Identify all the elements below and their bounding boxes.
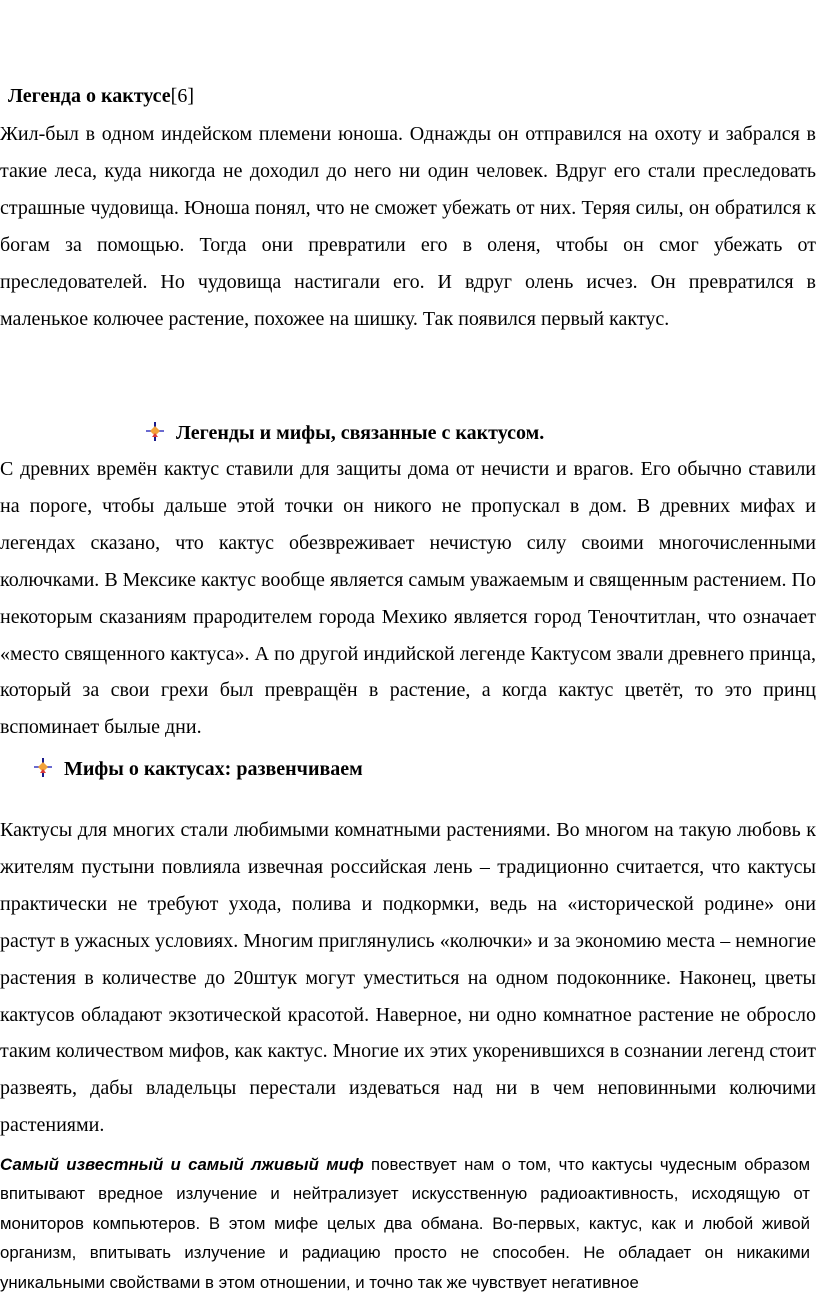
legend-paragraph: Жил-был в одном индейском племени юноша. Однажды он отправился на охоту и забрался в такие леса, куда никогда не доходил до него ни один человек. Вдруг его стали преследовать страшные чудовища. Юноша понял, что не сможет убежать от них. Теряя силы, он обратился к богам за помощью. Тогда они превратили его в оленя, чтобы он смог убежать от преследователей. Но чудовища настигали его. И вдруг олень исчез. Он превратился в маленькое колючее растение, похожее на шишку. Так появился первый кактус. xyxy=(0,123,816,330)
myths-paragraph: С древних времён кактус ставили для защиты дома от нечисти и врагов. Его обычно ставили на пороге, чтобы дальше этой точки он никого не пропускал в дом. В древних мифах и легендах сказано, что кактус обезвреживает нечистую силу своими многочисленными колючками. В Мексике кактус вообще является самым уважаемым и священным растением. По некоторым сказаниям прародителем города Мехико является город Теночтитлан, что означает «место священного кактуса». А по другой индийской легенде Кактусом звали древнего принца, который за свои грехи был превращён в растение, а когда кактус цветёт, то это принц вспоминает былые дни. xyxy=(0,458,816,739)
myth-detail-paragraph xyxy=(0,1150,810,1297)
pushpin-bullet-icon xyxy=(144,420,166,442)
legend-title: Легенда о кактусе xyxy=(8,85,171,107)
legend-heading xyxy=(8,84,194,108)
pushpin-bullet-icon xyxy=(32,756,54,778)
debunk-paragraph: Кактусы для многих стали любимыми комнатными растениями. Во многом на такую любовь к жителям пустыни повлияла извечная российская лень – традиционно считается, что кактусы практически не требуют ухода, полива и подкормки, ведь на «исторической родине» они растут в ужасных условиях. Многим приглянулись «колючки» и за экономию места – немногие растения в количестве до 20штук могут уместиться на одном подоконнике. Наконец, цветы кактусов обладают экзотической красотой. Наверное, ни одно комнатное растение не обросло таким количеством мифов, как кактус. Многие их этих укоренившихся в сознании легенд стоит развеять, дабы владельцы перестали издеваться над ни в чем неповинными колючими растениями. xyxy=(0,819,816,1137)
reference-mark: [6] xyxy=(170,85,194,107)
myth-lead: Самый известный и самый лживый миф xyxy=(0,1155,364,1174)
debunk-title: Мифы о кактусах: развенчиваем xyxy=(64,758,363,780)
myths-heading xyxy=(144,420,544,445)
debunk-heading xyxy=(32,756,363,781)
myth-detail-text: повествует нам о том, что кактусы чудесным образом впитывают вредное излучение и нейтрализует искусственную радиоактивность, исходящую от мониторов компьютеров. В этом мифе целых два обмана. Во-первых, кактус, как и любой живой организм, впитывать излучение и радиацию просто не способен. Не обладает он никакими уникальными свойствами в этом отношении, и точно так же чувствует негативное xyxy=(0,1155,810,1292)
myths-title: Легенды и мифы, связанные с кактусом. xyxy=(176,422,545,444)
